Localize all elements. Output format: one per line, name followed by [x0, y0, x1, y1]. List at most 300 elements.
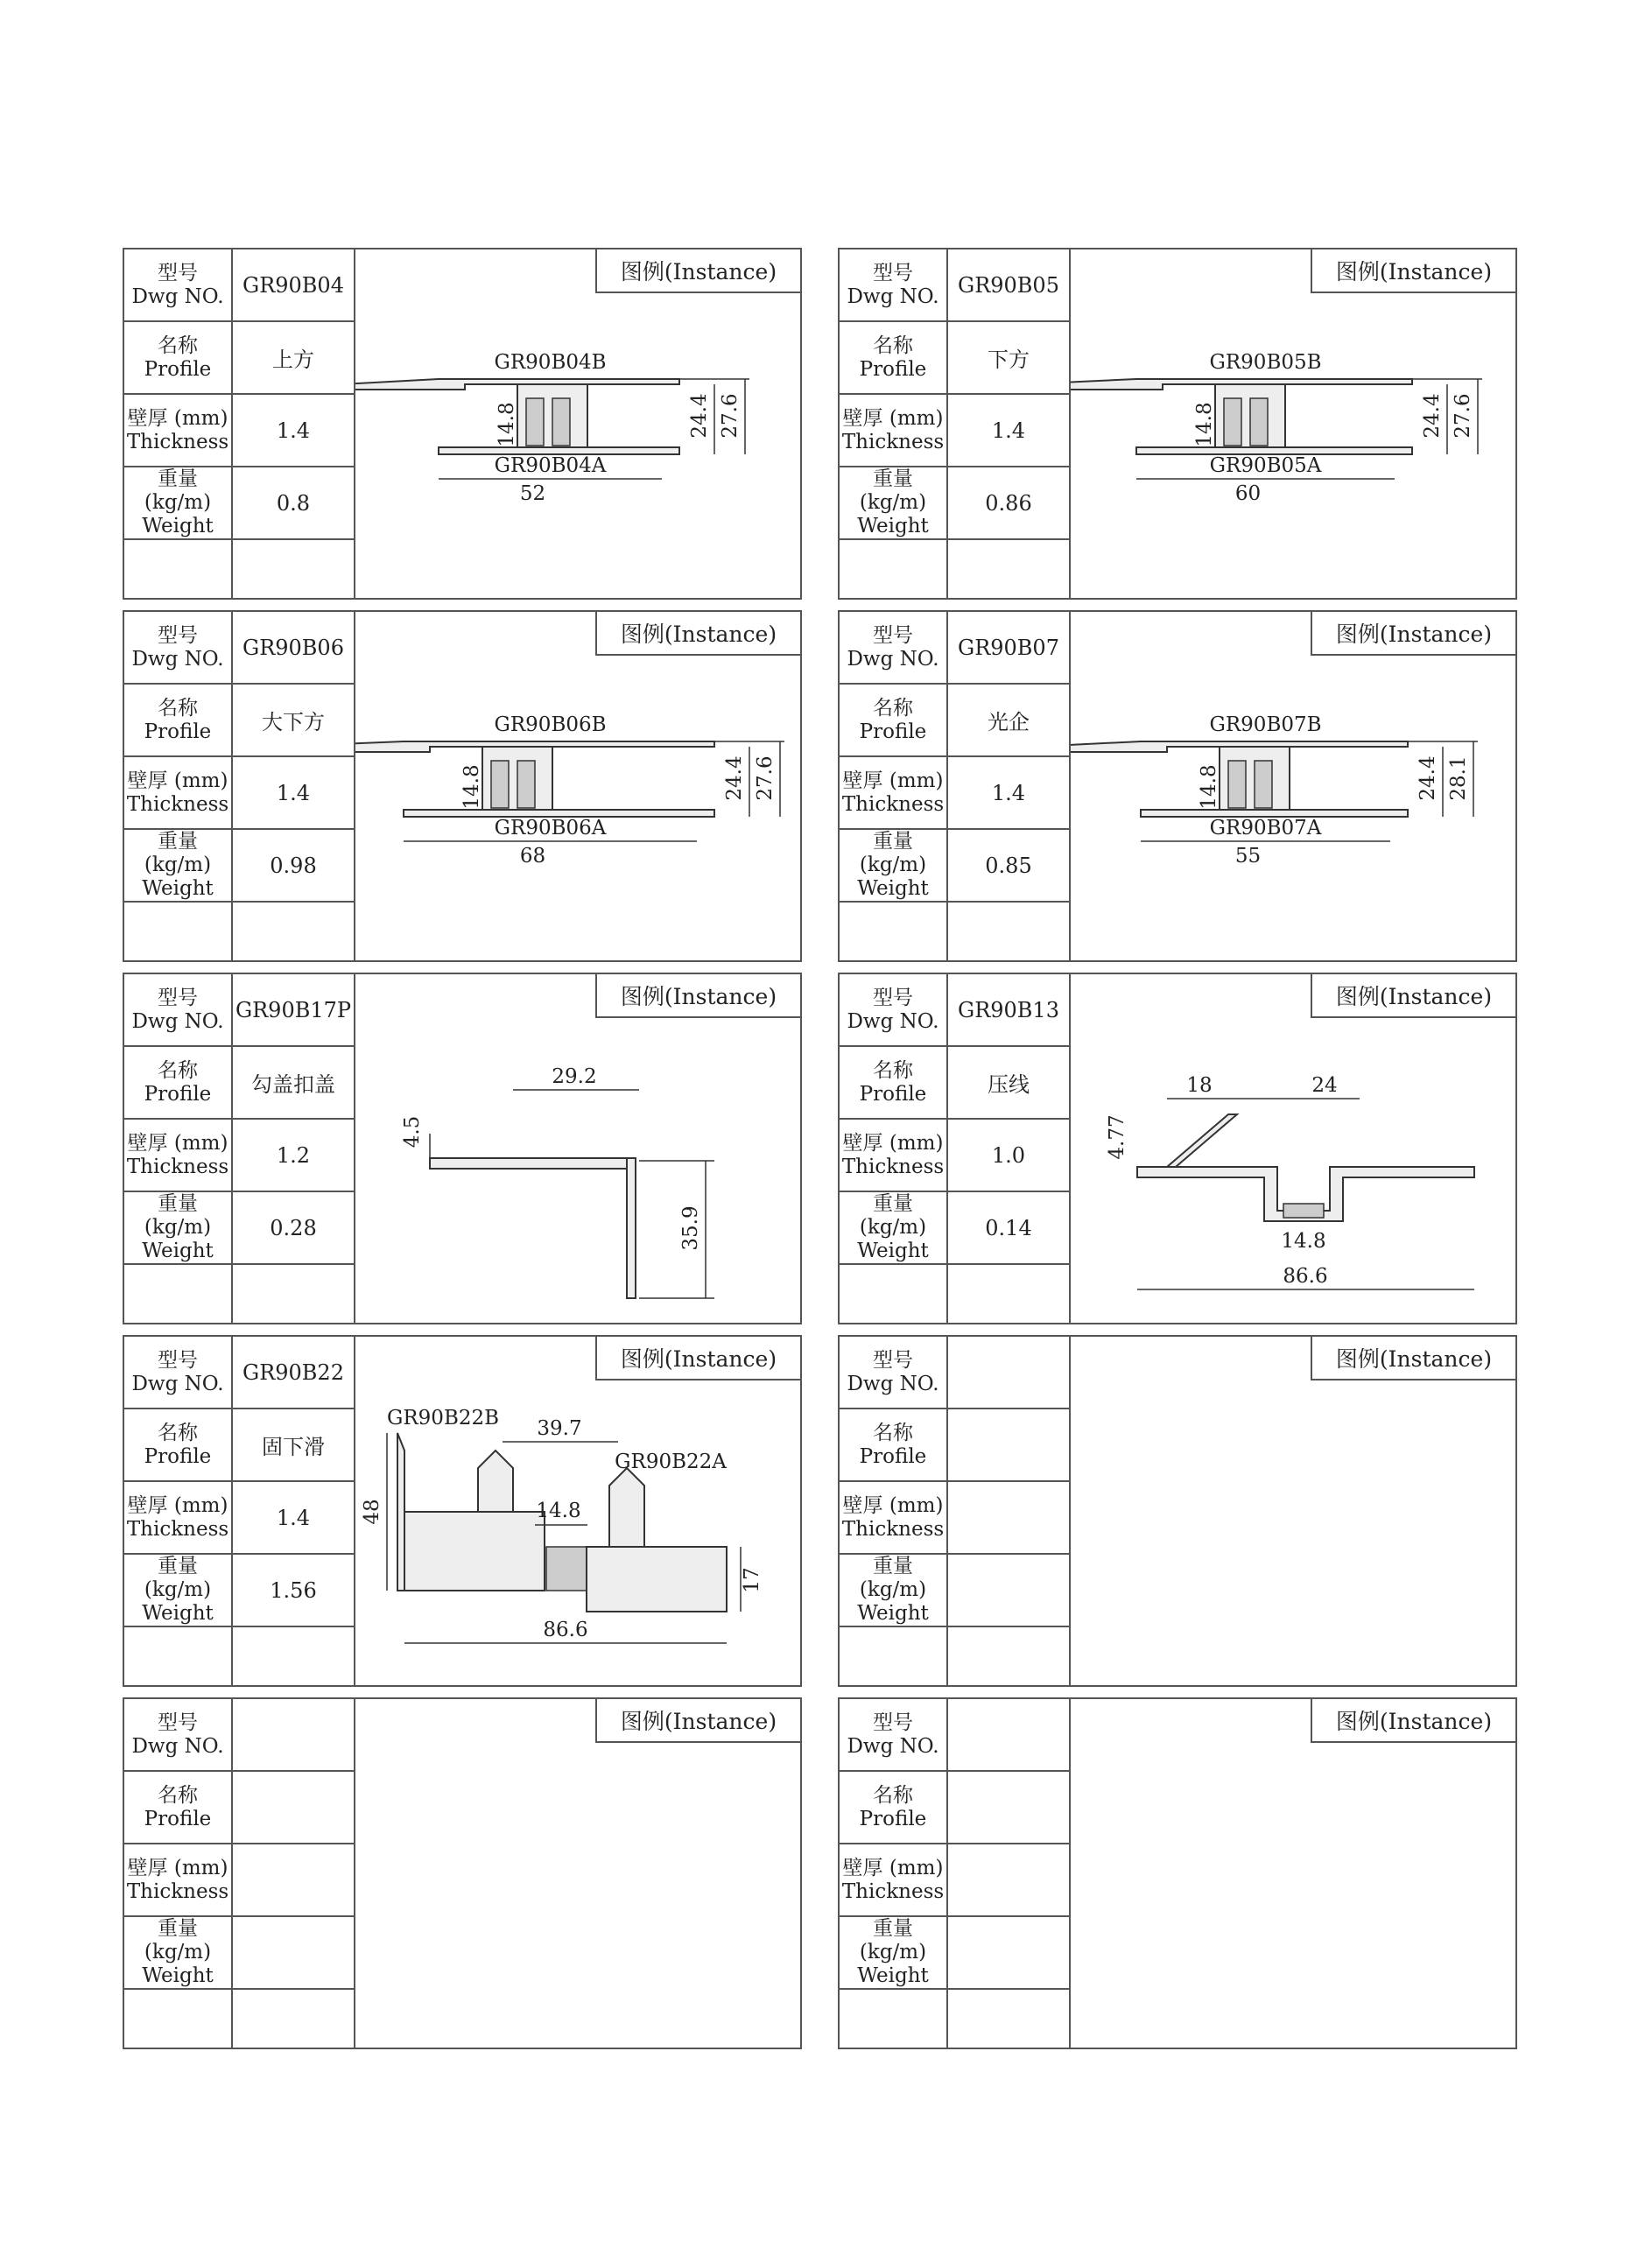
drawing-area	[355, 1743, 800, 2048]
drawing-area	[1071, 656, 1515, 960]
field-label	[124, 1555, 233, 1626]
drawing-area	[1071, 1380, 1515, 1685]
label-cn: 名称	[873, 1783, 913, 1807]
field-label	[840, 1555, 948, 1626]
label-en: Dwg NO.	[131, 1372, 224, 1395]
dwg-value	[233, 1699, 355, 1770]
dwg-value: GR90B22	[233, 1337, 355, 1408]
row-profile	[840, 685, 1071, 757]
dwg-value	[948, 1337, 1071, 1408]
row-dwg	[840, 974, 1071, 1047]
dimension-label: 24	[1311, 1074, 1338, 1097]
profile-card	[838, 248, 1517, 600]
legend-label: 图例(Instance)	[1311, 974, 1515, 1018]
empty-cell	[124, 1265, 233, 1324]
weight-value: 0.14	[948, 1192, 1071, 1263]
legend-label: 图例(Instance)	[595, 612, 800, 656]
spec-table	[840, 612, 1071, 960]
dimension-label: 14.8	[460, 764, 483, 810]
row-thickness	[840, 1120, 1071, 1192]
row-empty	[840, 1990, 1071, 2049]
field-label	[124, 685, 233, 755]
profile-value: 固下滑	[233, 1409, 355, 1480]
field-label	[840, 1337, 948, 1408]
profile-card	[838, 1335, 1517, 1687]
label-cn: 壁厚 (mm)	[842, 1131, 944, 1155]
dimension-label: 4.5	[401, 1115, 424, 1149]
dimension-label: 4.77	[1106, 1114, 1128, 1160]
field-label	[840, 249, 948, 320]
label-en: Thickness	[841, 1879, 945, 1903]
field-label	[124, 612, 233, 683]
label-en: Weight	[857, 1240, 929, 1262]
spec-table	[124, 612, 355, 960]
empty-cell	[840, 903, 948, 962]
profile-value: 勾盖扣盖	[233, 1047, 355, 1118]
field-label	[124, 395, 233, 466]
row-dwg	[124, 249, 355, 322]
label-cn: 重量 (kg/m)	[859, 830, 927, 876]
label-en: Weight	[142, 1602, 214, 1625]
profile-card	[123, 248, 802, 600]
row-dwg	[124, 1337, 355, 1409]
label-en: Dwg NO.	[847, 1372, 939, 1395]
field-label	[840, 612, 948, 683]
label-cn: 型号	[158, 1348, 198, 1372]
profile-value	[948, 1772, 1071, 1843]
legend-label: 图例(Instance)	[1311, 612, 1515, 656]
dimension-label: 48	[361, 1499, 383, 1525]
dimension-label: 27.6	[754, 755, 777, 801]
dimension-label: 86.6	[1283, 1265, 1328, 1288]
dimension-label: GR90B05A	[1209, 454, 1322, 477]
profile-value	[948, 1409, 1071, 1480]
spec-table	[840, 974, 1071, 1323]
empty-cell	[948, 1990, 1071, 2049]
label-cn: 重量 (kg/m)	[859, 467, 927, 514]
drawing-area	[355, 1018, 800, 1323]
label-cn: 重量 (kg/m)	[859, 1192, 927, 1239]
profile-value: 上方	[233, 322, 355, 393]
field-label	[124, 1699, 233, 1770]
field-label	[840, 1120, 948, 1191]
drawing-area	[1071, 1018, 1515, 1323]
field-label	[124, 1917, 233, 1988]
weight-value: 0.28	[233, 1192, 355, 1263]
row-weight	[840, 1917, 1071, 1990]
field-label	[124, 757, 233, 828]
profile-drawing	[1071, 1018, 1515, 1323]
thickness-value: 1.2	[233, 1120, 355, 1191]
spec-table	[124, 1699, 355, 2048]
field-label	[124, 1047, 233, 1118]
empty-cell	[948, 1265, 1071, 1324]
label-cn: 壁厚 (mm)	[127, 1131, 228, 1155]
legend-label: 图例(Instance)	[1311, 1337, 1515, 1380]
field-label	[840, 1917, 948, 1988]
spec-table	[840, 1337, 1071, 1685]
label-en: Profile	[144, 1082, 212, 1106]
label-en: Profile	[144, 720, 212, 743]
empty-cell	[124, 1627, 233, 1687]
label-en: Profile	[859, 720, 927, 743]
thickness-value: 1.4	[233, 395, 355, 466]
weight-value: 0.86	[948, 467, 1071, 538]
label-cn: 重量 (kg/m)	[144, 1917, 212, 1964]
profile-drawing	[355, 1380, 800, 1685]
label-en: Dwg NO.	[131, 285, 224, 308]
dimension-label: GR90B05B	[1209, 351, 1322, 374]
weight-value	[948, 1555, 1071, 1626]
label-cn: 型号	[873, 261, 913, 285]
row-weight	[840, 467, 1071, 540]
dimension-label: GR90B06B	[494, 713, 607, 736]
empty-cell	[840, 1990, 948, 2049]
profile-drawing	[1071, 656, 1515, 960]
row-weight	[124, 1917, 355, 1990]
row-empty	[840, 1627, 1071, 1687]
label-en: Profile	[859, 1807, 927, 1830]
label-en: Profile	[859, 1082, 927, 1106]
field-label	[124, 322, 233, 393]
label-cn: 重量 (kg/m)	[859, 1917, 927, 1964]
label-en: Dwg NO.	[847, 285, 939, 308]
row-thickness	[124, 757, 355, 830]
spec-table	[124, 249, 355, 598]
drawing-area	[355, 1380, 800, 1685]
row-empty	[124, 540, 355, 600]
thickness-value	[948, 1482, 1071, 1553]
empty-cell	[840, 1265, 948, 1324]
dimension-label: 68	[519, 845, 546, 868]
row-profile	[124, 1409, 355, 1482]
field-label	[840, 322, 948, 393]
dimension-label: 27.6	[719, 393, 742, 439]
empty-cell	[840, 1627, 948, 1687]
field-label	[124, 830, 233, 901]
field-label	[840, 757, 948, 828]
label-en: Profile	[144, 1807, 212, 1830]
label-en: Weight	[142, 1964, 214, 1987]
field-label	[124, 1192, 233, 1263]
thickness-value: 1.4	[948, 395, 1071, 466]
empty-cell	[840, 540, 948, 600]
dimension-label: 17	[741, 1567, 763, 1593]
label-cn: 壁厚 (mm)	[127, 1493, 228, 1517]
row-thickness	[840, 757, 1071, 830]
label-cn: 重量 (kg/m)	[144, 1555, 212, 1601]
label-en: Dwg NO.	[847, 647, 939, 671]
field-label	[124, 249, 233, 320]
dimension-label: 39.7	[537, 1417, 582, 1440]
label-cn: 名称	[158, 334, 198, 357]
label-en: Thickness	[841, 1155, 945, 1178]
row-empty	[840, 540, 1071, 600]
spec-table	[124, 1337, 355, 1685]
label-cn: 型号	[873, 623, 913, 647]
profile-value: 光企	[948, 685, 1071, 755]
field-label	[840, 1772, 948, 1843]
row-empty	[124, 1627, 355, 1687]
label-en: Thickness	[126, 1879, 229, 1903]
row-dwg	[840, 1337, 1071, 1409]
dimension-label: 55	[1234, 845, 1262, 868]
profile-drawing	[1071, 293, 1515, 598]
row-empty	[124, 1990, 355, 2049]
spec-table	[840, 249, 1071, 598]
label-cn: 型号	[158, 1711, 198, 1734]
label-cn: 名称	[873, 1058, 913, 1082]
label-cn: 壁厚 (mm)	[842, 1493, 944, 1517]
dimension-label: GR90B04B	[494, 351, 607, 374]
legend-label: 图例(Instance)	[1311, 249, 1515, 293]
dimension-label: GR90B04A	[494, 454, 607, 477]
field-label	[124, 974, 233, 1045]
label-cn: 名称	[158, 1421, 198, 1444]
field-label	[124, 1482, 233, 1553]
label-cn: 型号	[873, 1711, 913, 1734]
label-en: Thickness	[841, 1517, 945, 1541]
label-en: Weight	[142, 877, 214, 900]
dimension-label: 27.6	[1452, 393, 1474, 439]
row-weight	[840, 830, 1071, 903]
profile-card	[838, 610, 1517, 962]
label-en: Weight	[857, 1964, 929, 1987]
empty-cell	[233, 1990, 355, 2049]
thickness-value: 1.4	[948, 757, 1071, 828]
label-cn: 重量 (kg/m)	[144, 1192, 212, 1239]
empty-cell	[124, 540, 233, 600]
weight-value: 0.98	[233, 830, 355, 901]
thickness-value: 1.4	[233, 757, 355, 828]
label-en: Weight	[857, 1602, 929, 1625]
dimension-label: GR90B07A	[1209, 817, 1322, 839]
field-label	[840, 1482, 948, 1553]
empty-cell	[233, 1627, 355, 1687]
row-thickness	[840, 395, 1071, 467]
dimension-label: GR90B07B	[1209, 713, 1322, 736]
field-label	[840, 830, 948, 901]
row-dwg	[840, 612, 1071, 685]
profile-card	[838, 1697, 1517, 2049]
field-label	[124, 1337, 233, 1408]
drawing-area	[355, 293, 800, 598]
label-en: Thickness	[126, 1155, 229, 1178]
row-dwg	[840, 249, 1071, 322]
field-label	[840, 1699, 948, 1770]
dwg-value	[948, 1699, 1071, 1770]
weight-value	[948, 1917, 1071, 1988]
weight-value	[233, 1917, 355, 1988]
empty-cell	[233, 1265, 355, 1324]
spec-table	[840, 1699, 1071, 2048]
label-en: Weight	[142, 515, 214, 537]
dwg-value: GR90B13	[948, 974, 1071, 1045]
field-label	[840, 974, 948, 1045]
row-weight	[124, 467, 355, 540]
spec-table	[124, 974, 355, 1323]
profile-drawing	[355, 656, 800, 960]
dimension-label: GR90B06A	[494, 817, 607, 839]
label-en: Profile	[144, 1444, 212, 1468]
dimension-label: 24.4	[723, 755, 746, 801]
label-en: Profile	[859, 357, 927, 381]
row-thickness	[840, 1844, 1071, 1917]
weight-value: 0.8	[233, 467, 355, 538]
field-label	[840, 1047, 948, 1118]
legend-label: 图例(Instance)	[595, 249, 800, 293]
row-profile	[840, 1409, 1071, 1482]
row-dwg	[840, 1699, 1071, 1772]
dimension-label: 86.6	[543, 1619, 588, 1641]
legend-label: 图例(Instance)	[595, 1337, 800, 1380]
label-en: Dwg NO.	[847, 1734, 939, 1758]
empty-cell	[948, 1627, 1071, 1687]
row-thickness	[124, 1120, 355, 1192]
row-empty	[840, 1265, 1071, 1324]
label-cn: 名称	[873, 696, 913, 720]
label-en: Profile	[144, 357, 212, 381]
thickness-value: 1.0	[948, 1120, 1071, 1191]
label-cn: 名称	[158, 696, 198, 720]
label-cn: 型号	[873, 1348, 913, 1372]
row-dwg	[124, 974, 355, 1047]
empty-cell	[124, 903, 233, 962]
dwg-value: GR90B17P	[233, 974, 355, 1045]
legend-label: 图例(Instance)	[595, 1699, 800, 1743]
label-cn: 重量 (kg/m)	[144, 467, 212, 514]
profile-value: 下方	[948, 322, 1071, 393]
label-cn: 壁厚 (mm)	[842, 769, 944, 792]
row-profile	[840, 1047, 1071, 1120]
dimension-label: 18	[1186, 1074, 1213, 1097]
dimension-label: 60	[1234, 482, 1262, 505]
dwg-value: GR90B06	[233, 612, 355, 683]
profile-card	[838, 973, 1517, 1324]
label-cn: 壁厚 (mm)	[127, 1856, 228, 1879]
drawing-area	[1071, 293, 1515, 598]
label-cn: 型号	[158, 986, 198, 1009]
row-profile	[124, 322, 355, 395]
thickness-value	[948, 1844, 1071, 1915]
label-en: Dwg NO.	[847, 1009, 939, 1033]
row-profile	[840, 1772, 1071, 1844]
profile-value: 大下方	[233, 685, 355, 755]
label-cn: 重量 (kg/m)	[859, 1555, 927, 1601]
dimension-label: 14.8	[1198, 764, 1220, 810]
label-cn: 名称	[873, 1421, 913, 1444]
row-weight	[124, 1192, 355, 1265]
row-dwg	[124, 612, 355, 685]
row-profile	[124, 1047, 355, 1120]
profile-value	[233, 1772, 355, 1843]
row-thickness	[124, 395, 355, 467]
label-en: Weight	[857, 877, 929, 900]
label-cn: 名称	[158, 1783, 198, 1807]
row-weight	[124, 1555, 355, 1627]
dimension-label: GR90B22A	[615, 1451, 727, 1473]
label-en: Weight	[857, 515, 929, 537]
label-en: Thickness	[841, 792, 945, 816]
label-cn: 壁厚 (mm)	[127, 769, 228, 792]
empty-cell	[233, 540, 355, 600]
legend-label: 图例(Instance)	[595, 974, 800, 1018]
label-cn: 壁厚 (mm)	[842, 1856, 944, 1879]
dimension-label: 24.4	[1421, 393, 1444, 439]
dimension-label: 52	[519, 482, 546, 505]
dwg-value: GR90B04	[233, 249, 355, 320]
label-cn: 名称	[158, 1058, 198, 1082]
dwg-value: GR90B07	[948, 612, 1071, 683]
dimension-label: 14.8	[1281, 1230, 1326, 1253]
label-en: Weight	[142, 1240, 214, 1262]
profile-card	[123, 1697, 802, 2049]
label-cn: 型号	[158, 261, 198, 285]
field-label	[124, 1409, 233, 1480]
row-empty	[124, 1265, 355, 1324]
label-cn: 型号	[158, 623, 198, 647]
empty-cell	[124, 1990, 233, 2049]
profile-drawing	[355, 293, 800, 598]
field-label	[840, 467, 948, 538]
label-en: Thickness	[126, 792, 229, 816]
dimension-label: 28.1	[1447, 755, 1470, 801]
label-cn: 名称	[873, 334, 913, 357]
row-weight	[840, 1192, 1071, 1265]
field-label	[840, 1844, 948, 1915]
row-profile	[840, 322, 1071, 395]
label-en: Dwg NO.	[131, 1734, 224, 1758]
thickness-value	[233, 1844, 355, 1915]
label-cn: 壁厚 (mm)	[127, 406, 228, 430]
field-label	[124, 1772, 233, 1843]
drawing-area	[1071, 1743, 1515, 2048]
label-en: Dwg NO.	[131, 1009, 224, 1033]
row-empty	[840, 903, 1071, 962]
row-thickness	[124, 1844, 355, 1917]
profile-value: 压线	[948, 1047, 1071, 1118]
field-label	[840, 1192, 948, 1263]
row-weight	[840, 1555, 1071, 1627]
row-weight	[124, 830, 355, 903]
label-en: Profile	[859, 1444, 927, 1468]
weight-value: 1.56	[233, 1555, 355, 1626]
dimension-label: 14.8	[536, 1500, 581, 1522]
label-cn: 壁厚 (mm)	[842, 406, 944, 430]
empty-cell	[948, 540, 1071, 600]
dimension-label: GR90B22B	[386, 1407, 500, 1430]
field-label	[124, 467, 233, 538]
dimension-label: 24.4	[1417, 755, 1439, 801]
profile-drawing	[355, 1018, 800, 1323]
row-profile	[124, 1772, 355, 1844]
field-label	[840, 395, 948, 466]
profile-card	[123, 1335, 802, 1687]
label-cn: 重量 (kg/m)	[144, 830, 212, 876]
dimension-label: 24.4	[688, 393, 711, 439]
dimension-label: 14.8	[496, 402, 518, 447]
label-en: Thickness	[126, 1517, 229, 1541]
field-label	[840, 1409, 948, 1480]
dimension-label: 29.2	[552, 1065, 597, 1088]
legend-label: 图例(Instance)	[1311, 1699, 1515, 1743]
row-thickness	[840, 1482, 1071, 1555]
field-label	[124, 1120, 233, 1191]
dimension-label: 35.9	[679, 1205, 702, 1251]
weight-value: 0.85	[948, 830, 1071, 901]
field-label	[124, 1844, 233, 1915]
label-en: Dwg NO.	[131, 647, 224, 671]
